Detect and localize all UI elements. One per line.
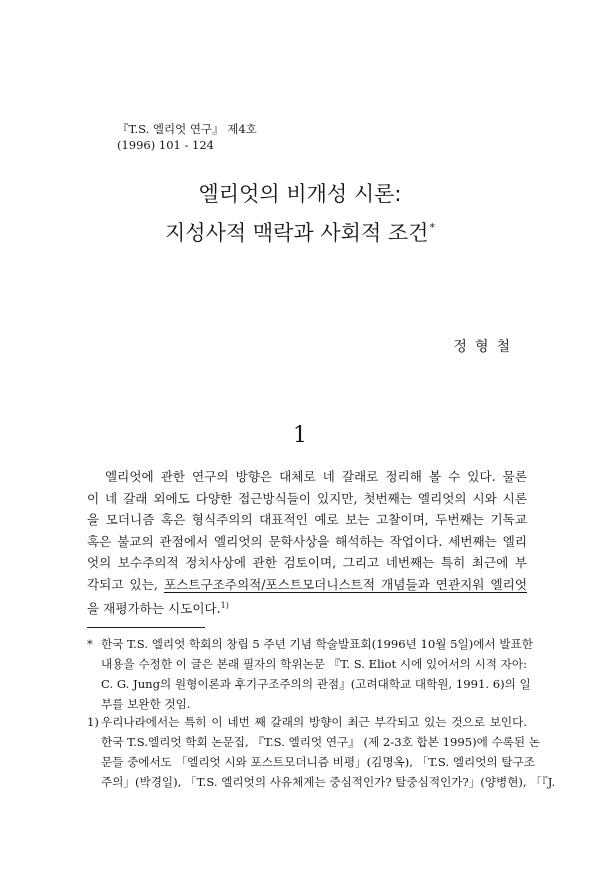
body-line: 을 모더니즘 혹은 형식주의의 대표적인 예로 보는 고찰이며, 두번째는 기독교 [87, 512, 527, 527]
section-heading: 1 [293, 423, 307, 448]
footnote-reference: 1) [220, 601, 229, 610]
footnote-line: 한국 T.S.엘리엇 학회 논문집, 『T.S. 엘리엇 연구』 (제 2-3호 합본 1995)에 수록된 논 [101, 735, 540, 749]
body-line: 엘리엇에 관한 연구의 방향은 대체로 네 갈래로 정리해 볼 수 있다. 물론 [105, 469, 527, 484]
body-line: 각되고 있는, 포스트구조주의적/포스트모더니스트적 개념들과 연관지워 엘리엇 [87, 576, 528, 592]
body-paragraph [87, 466, 527, 620]
body-line: 엇의 보수주의적 정치사상에 관한 검토이며, 그리고 네번째는 특히 최근에 부 [87, 555, 527, 570]
footnote-divider [87, 627, 205, 628]
footnote-line: 문들 중에서도 「엘리엇 시와 포스트모더니즘 비평」(김명옥), 「T.S. 엘리엇의 탈구조 [101, 755, 535, 769]
body-line: 을 재평가하는 시도이다.$^{1)}$ [87, 601, 229, 617]
journal-citation [117, 121, 257, 153]
paper-title-line-1: 엘리엇의 비개성 시론: [198, 182, 402, 206]
footnote-1-marker: 1) [87, 715, 99, 729]
author-name: 정형철 [453, 339, 518, 355]
footnote-line: 내용을 수정한 이 글은 본래 필자의 학위논문 『T. S. Eliot 시에 있어서의 시적 자아: [101, 657, 527, 671]
body-line: 혹은 불교의 관점에서 엘리엇의 문학사상을 해석하는 작업이다. 세번째는 엘리 [87, 533, 527, 549]
title-footnote-marker: * [429, 221, 435, 234]
journal-year-pages: (1996) 101 - 124 [117, 138, 214, 152]
footnote-star [87, 634, 533, 714]
footnote-line: 우리나라에서는 특히 이 네번 째 갈래의 방향이 최근 부각되고 있는 것으로 보인다. [101, 715, 527, 729]
footnote-line: 부를 보완한 것임. [101, 697, 191, 711]
underlined-phrase: 포스트구조주의적/포스트모더니스트적 개념들과 연관지워 엘리엇 [163, 576, 528, 592]
journal-name: 『T.S. 엘리엇 연구』 제4호 [117, 122, 257, 136]
footnote-line: 주의」(박경일), 「T.S. 엘리엇의 사유체계는 중심적인가? 탈중심적인가?」(양병현), 「『J. [101, 775, 556, 789]
footnote-line: 한국 T.S. 엘리엇 학회의 창립 5 주년 기념 학술발표회(1996년 10월 5일)에서 발표한 [101, 637, 533, 651]
footnote-star-marker: * [87, 637, 93, 651]
paper-title-line-2: 지성사적 맥락과 사회적 조건* [165, 221, 435, 245]
footnote-1 [87, 712, 556, 792]
footnote-line: C. G. Jung의 원형이론과 후기구조주의의 관점』(고려대학교 대학원, 1991. 6)의 일 [101, 677, 531, 691]
body-line: 이 네 갈래 외에도 다양한 접근방식들이 있지만, 첫번째는 엘리엇의 시와 시론 [87, 490, 527, 506]
